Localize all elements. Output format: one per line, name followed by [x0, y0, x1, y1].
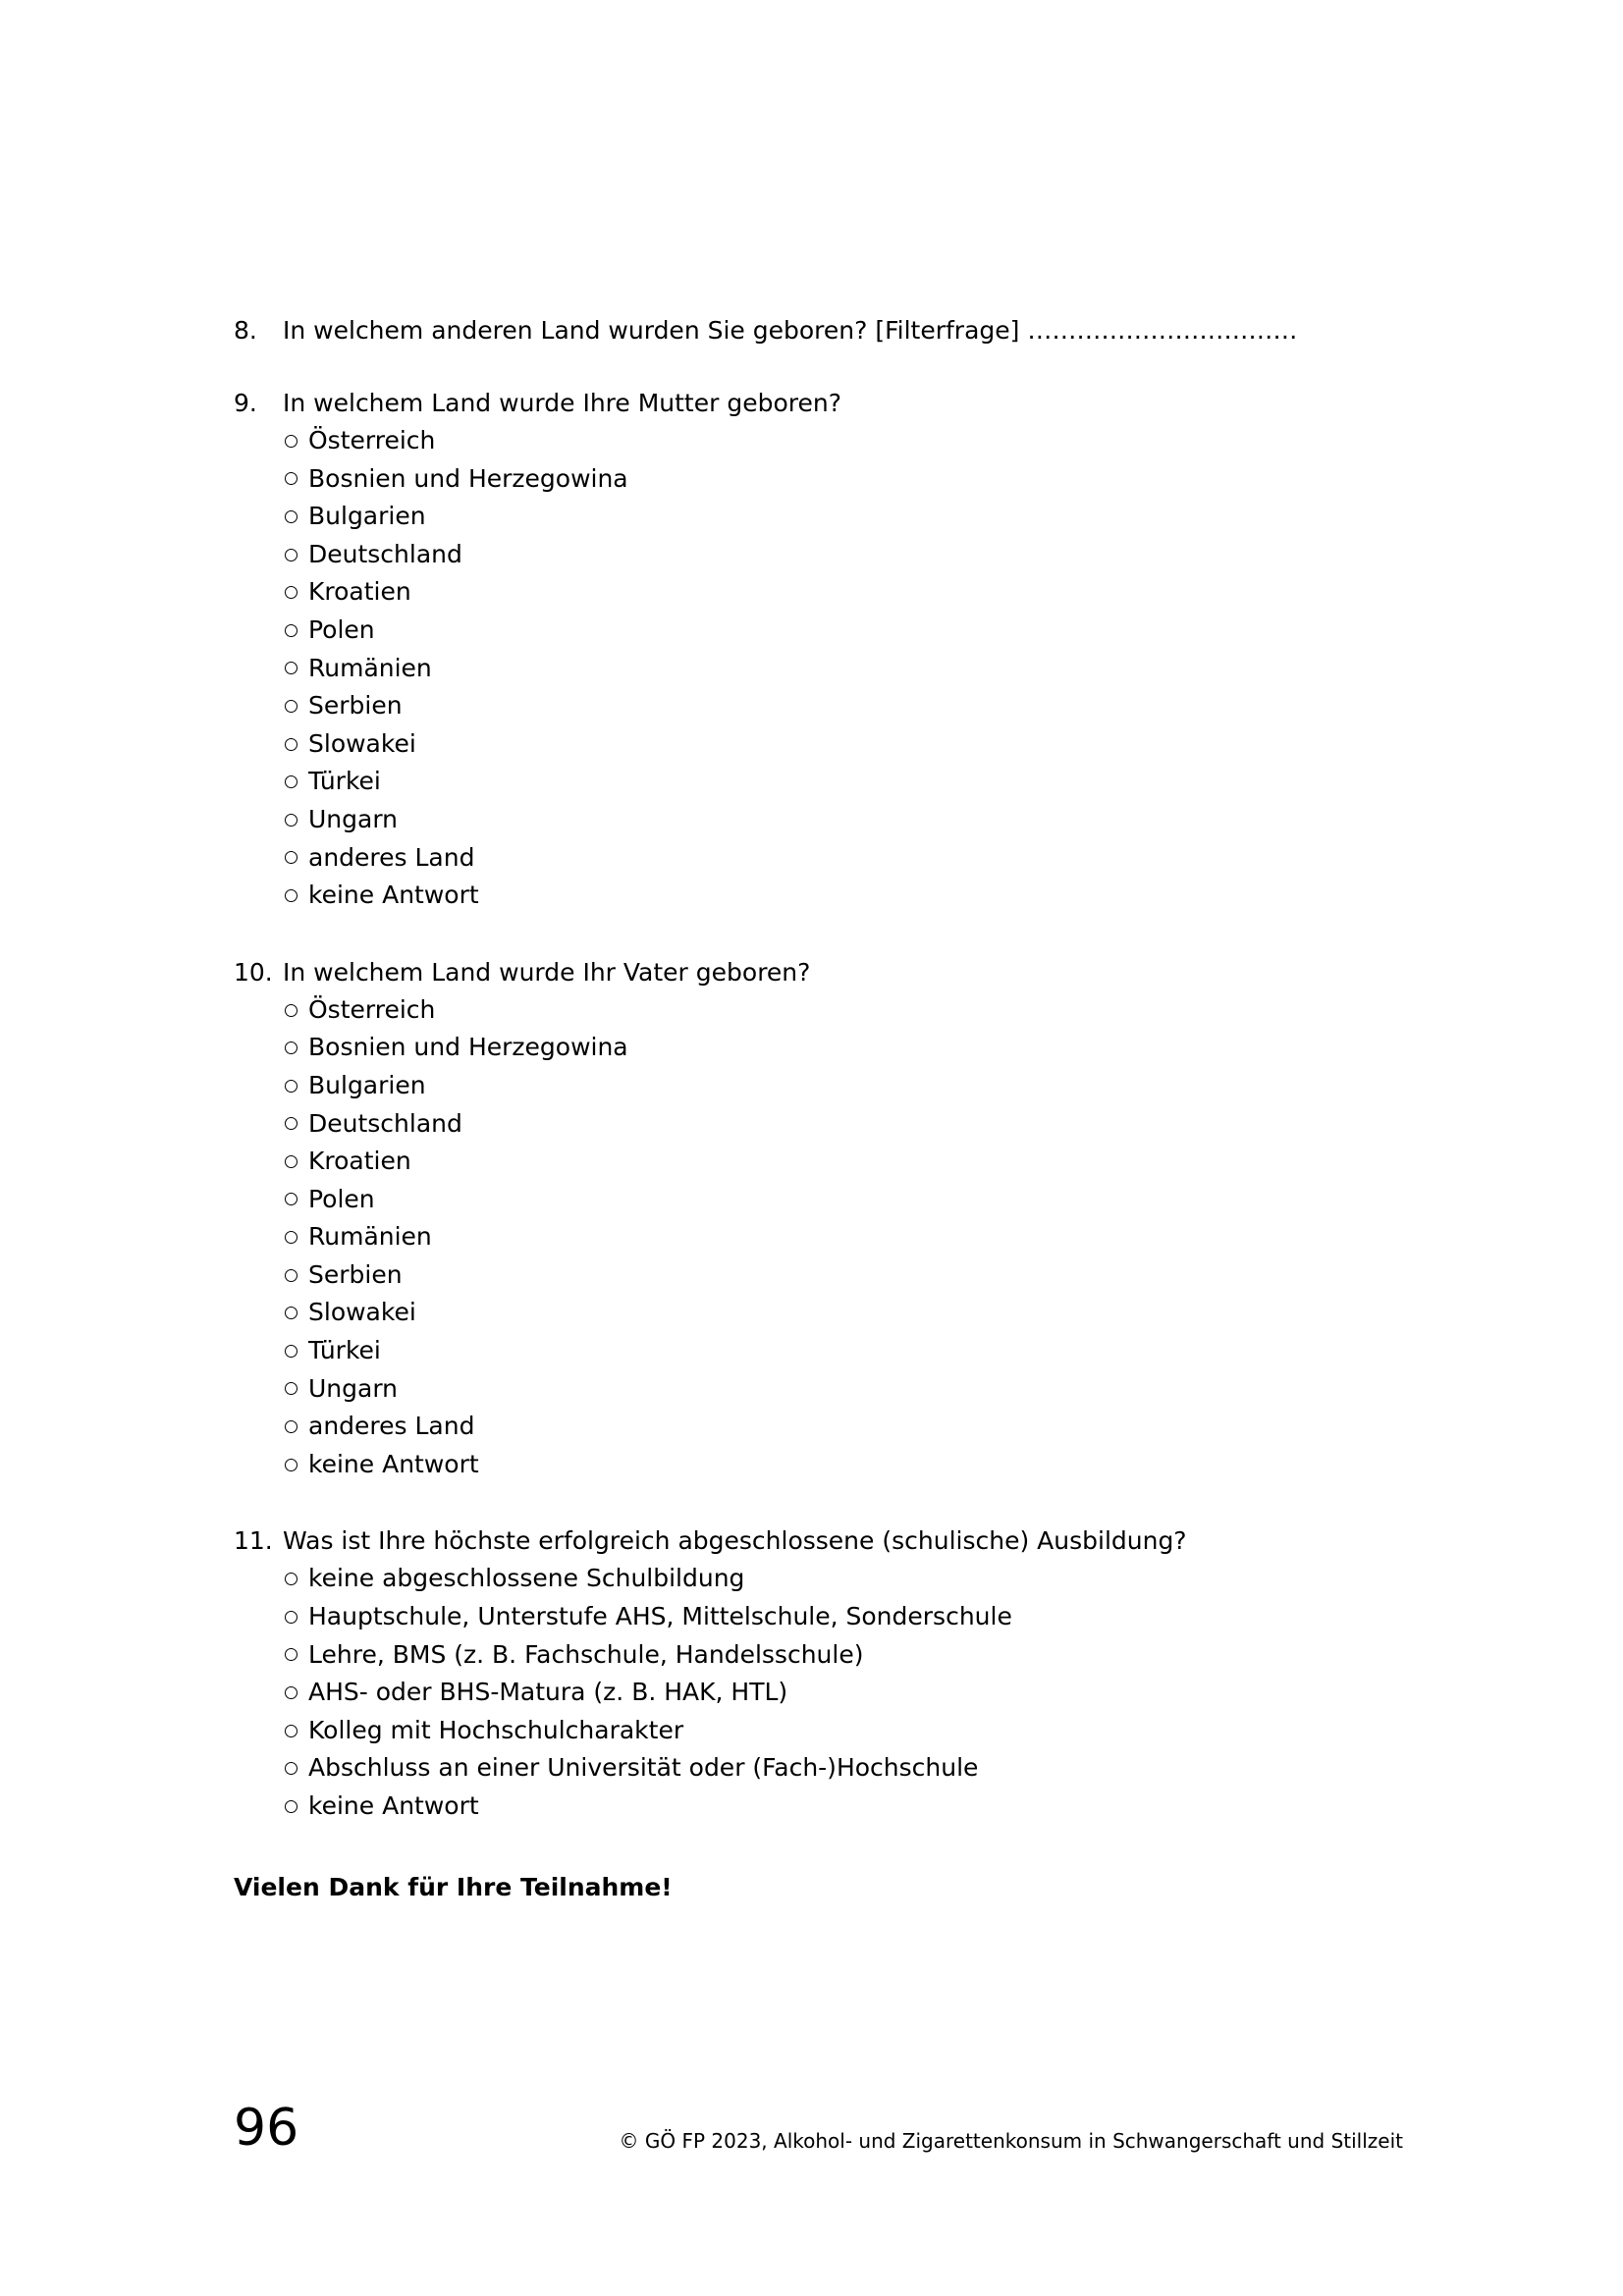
answer-option[interactable] [283, 1181, 1412, 1219]
option-label: Hauptschule, Unterstufe AHS, Mittelschule, Sonderschule [308, 1602, 1012, 1631]
option-label: keine Antwort [308, 1791, 479, 1820]
option-label: Polen [308, 614, 375, 644]
option-label: Deutschland [308, 1108, 462, 1138]
radio-circle-icon[interactable] [285, 1725, 298, 1737]
answer-option[interactable] [283, 1029, 1412, 1067]
question-11-options [234, 1560, 1412, 1825]
answer-option[interactable] [283, 1560, 1412, 1598]
option-label: Lehre, BMS (z. B. Fachschule, Handelsschule) [308, 1639, 864, 1669]
answer-option[interactable] [283, 1749, 1412, 1788]
radio-circle-icon[interactable] [285, 738, 298, 751]
answer-option[interactable] [283, 839, 1412, 878]
radio-circle-icon[interactable] [285, 510, 298, 523]
radio-circle-icon[interactable] [285, 472, 298, 485]
answer-option[interactable] [283, 1294, 1412, 1332]
radio-circle-icon[interactable] [285, 1420, 298, 1433]
question-11 [234, 1522, 1412, 1825]
radio-circle-icon[interactable] [285, 1155, 298, 1168]
option-label: Bosnien und Herzegowina [308, 1033, 628, 1062]
answer-option[interactable] [283, 763, 1412, 801]
answer-option[interactable] [283, 498, 1412, 536]
thank-you-message: Vielen Dank für Ihre Teilnahme! [234, 1872, 673, 1901]
option-label: Kroatien [308, 577, 411, 607]
answer-option[interactable] [283, 991, 1412, 1030]
answer-option[interactable] [283, 1067, 1412, 1105]
answer-option[interactable] [283, 1598, 1412, 1636]
radio-circle-icon[interactable] [285, 1762, 298, 1775]
option-label: Ungarn [308, 804, 399, 833]
option-label: Bulgarien [308, 502, 426, 531]
radio-circle-icon[interactable] [285, 1459, 298, 1471]
answer-option[interactable] [283, 536, 1412, 574]
question-10-heading [234, 954, 1412, 991]
radio-circle-icon[interactable] [285, 851, 298, 864]
radio-circle-icon[interactable] [285, 624, 298, 637]
radio-circle-icon[interactable] [285, 1117, 298, 1130]
radio-circle-icon[interactable] [285, 1611, 298, 1624]
radio-circle-icon[interactable] [285, 1345, 298, 1358]
page-number: 96 [234, 2099, 299, 2158]
answer-option[interactable] [283, 1256, 1412, 1295]
radio-circle-icon[interactable] [285, 1686, 298, 1699]
answer-option[interactable] [283, 1674, 1412, 1712]
radio-circle-icon[interactable] [285, 1193, 298, 1205]
radio-circle-icon[interactable] [285, 889, 298, 902]
answer-option[interactable] [283, 725, 1412, 764]
radio-circle-icon[interactable] [285, 549, 298, 561]
option-label: Serbien [308, 691, 403, 721]
radio-circle-icon[interactable] [285, 1231, 298, 1244]
option-label: Bulgarien [308, 1070, 426, 1099]
option-label: Rumänien [308, 1222, 432, 1252]
answer-option[interactable] [283, 1143, 1412, 1181]
question-10 [234, 954, 1412, 1484]
radio-circle-icon[interactable] [285, 662, 298, 674]
option-label: Kroatien [308, 1147, 411, 1176]
question-10-options [234, 991, 1412, 1484]
answer-option[interactable] [283, 1218, 1412, 1256]
question-9 [234, 385, 1412, 915]
answer-option[interactable] [283, 1370, 1412, 1409]
option-label: Bosnien und Herzegowina [308, 463, 628, 493]
option-label: Slowakei [308, 1298, 416, 1327]
radio-circle-icon[interactable] [285, 1269, 298, 1282]
option-label: Türkei [308, 767, 381, 796]
answer-option[interactable] [283, 573, 1412, 612]
option-label: Slowakei [308, 728, 416, 758]
radio-circle-icon[interactable] [285, 1382, 298, 1395]
answer-option[interactable] [283, 1105, 1412, 1144]
answer-option[interactable] [283, 1332, 1412, 1370]
option-label: keine Antwort [308, 881, 479, 910]
question-number: 9. [234, 389, 257, 417]
option-label: keine Antwort [308, 1449, 479, 1478]
question-9-heading [234, 385, 1412, 422]
question-9-options [234, 422, 1412, 915]
option-label: Rumänien [308, 653, 432, 682]
radio-circle-icon[interactable] [285, 1800, 298, 1813]
answer-option[interactable] [283, 1788, 1412, 1826]
questionnaire-content [234, 312, 1412, 1906]
option-label: anderes Land [308, 1412, 475, 1441]
option-label: Türkei [308, 1336, 381, 1365]
radio-circle-icon[interactable] [285, 814, 298, 827]
option-label: AHS- oder BHS-Matura (z. B. HAK, HTL) [308, 1678, 788, 1707]
option-label: anderes Land [308, 842, 475, 872]
answer-option[interactable] [283, 650, 1412, 688]
question-8 [234, 312, 1412, 349]
option-label: Deutschland [308, 539, 462, 568]
question-number: 10. [234, 957, 273, 987]
question-text: In welchem Land wurde Ihre Mutter geboren? [283, 389, 841, 417]
answer-option[interactable] [283, 1636, 1412, 1675]
question-number: 11. [234, 1526, 273, 1556]
option-label: Polen [308, 1184, 375, 1213]
radio-circle-icon[interactable] [285, 1573, 298, 1585]
radio-circle-icon[interactable] [285, 435, 298, 448]
answer-option[interactable] [283, 687, 1412, 725]
option-label: Abschluss an einer Universität oder (Fach-)Hochschule [308, 1753, 979, 1783]
question-text: In welchem Land wurde Ihr Vater geboren? [283, 957, 811, 987]
question-text: In welchem anderen Land wurden Sie geboren? [Filterfrage] …………………………… [283, 316, 1298, 345]
answer-option[interactable] [283, 1446, 1412, 1484]
radio-circle-icon[interactable] [285, 1648, 298, 1661]
answer-option[interactable] [283, 801, 1412, 839]
option-label: keine abgeschlossene Schulbildung [308, 1564, 745, 1593]
answer-option[interactable] [283, 1712, 1412, 1750]
answer-option[interactable] [283, 422, 1412, 460]
answer-option[interactable] [283, 460, 1412, 499]
answer-option[interactable] [283, 877, 1412, 915]
radio-circle-icon[interactable] [285, 1004, 298, 1017]
footer-copyright: © GÖ FP 2023, Alkohol- und Zigarettenkonsum in Schwangerschaft und Stillzeit [619, 2129, 1403, 2153]
answer-option[interactable] [283, 1408, 1412, 1446]
radio-circle-icon[interactable] [285, 1041, 298, 1054]
answer-option[interactable] [283, 612, 1412, 650]
radio-circle-icon[interactable] [285, 700, 298, 713]
question-text: Was ist Ihre höchste erfolgreich abgeschlossene (schulische) Ausbildung? [283, 1526, 1187, 1556]
radio-circle-icon[interactable] [285, 775, 298, 788]
radio-circle-icon[interactable] [285, 586, 298, 599]
option-label: Serbien [308, 1259, 403, 1289]
radio-circle-icon[interactable] [285, 1307, 298, 1319]
question-8-heading [234, 312, 1412, 349]
option-label: Österreich [308, 426, 436, 454]
radio-circle-icon[interactable] [285, 1080, 298, 1093]
option-label: Österreich [308, 994, 436, 1024]
option-label: Kolleg mit Hochschulcharakter [308, 1715, 684, 1744]
option-label: Ungarn [308, 1373, 399, 1403]
question-11-heading [234, 1522, 1412, 1560]
question-number: 8. [234, 316, 257, 345]
